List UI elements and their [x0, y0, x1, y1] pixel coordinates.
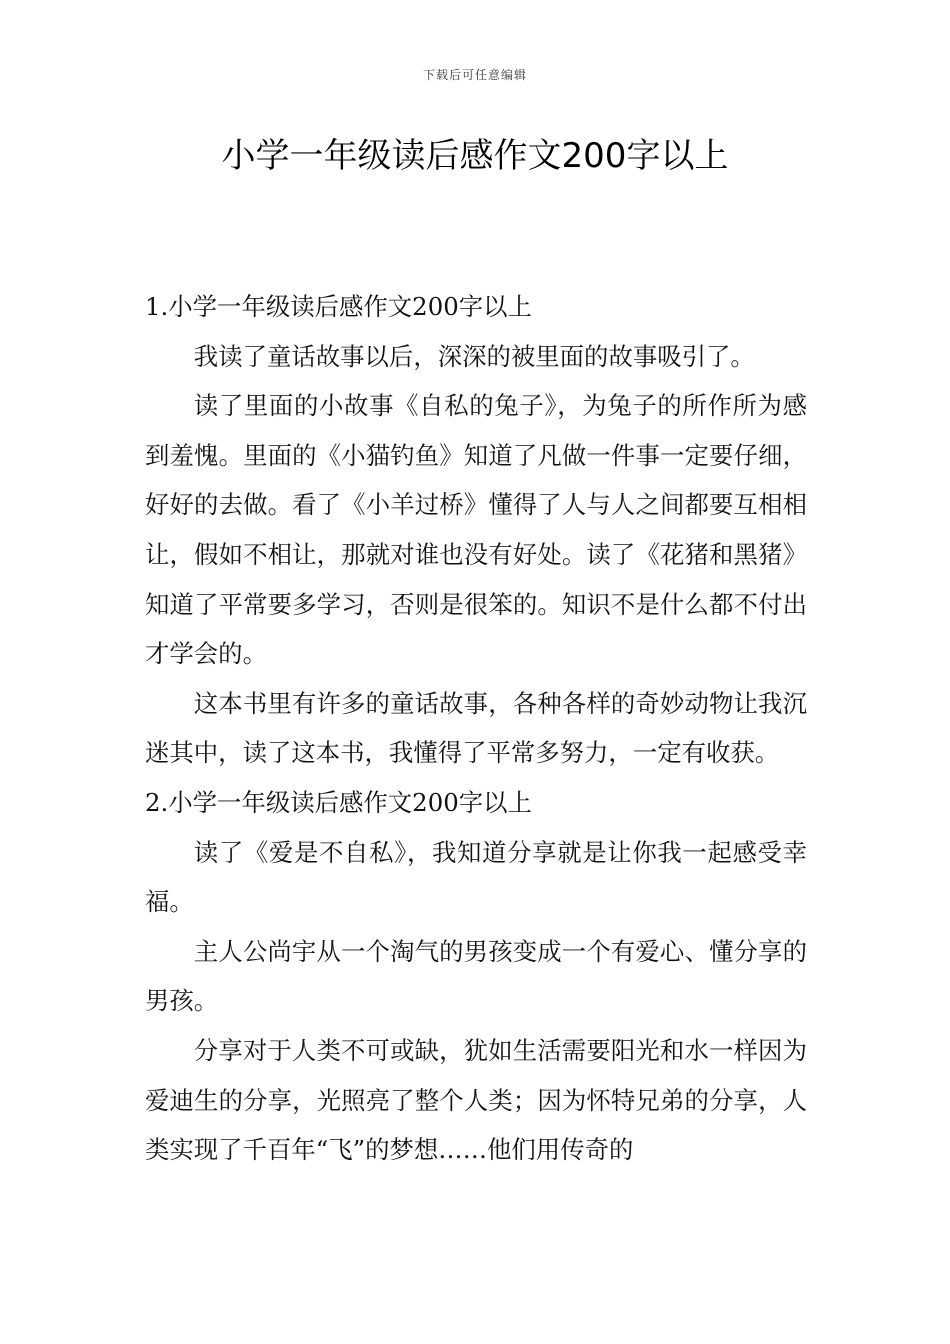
paragraph: 这本书里有许多的童话故事，各种各样的奇妙动物让我沉迷其中，读了这本书，我懂得了平常多努力，一定有收获。 — [145, 688, 807, 768]
paragraph: 读了《爱是不自私》，我知道分享就是让你我一起感受幸福。 — [145, 837, 807, 917]
document-title: 小学一年级读后感作文200字以上 — [221, 136, 729, 176]
document-body — [145, 282, 807, 1175]
paragraph: 分享对于人类不可或缺，犹如生活需要阳光和水一样因为爱迪生的分享，光照亮了整个人类；因为怀特兄弟的分享，人类实现了千百年“飞”的梦想……他们用传奇的 — [145, 1035, 807, 1165]
section-heading-1: 1.小学一年级读后感作文200字以上 — [145, 292, 532, 321]
paragraph: 我读了童话故事以后，深深的被里面的故事吸引了。 — [193, 341, 755, 371]
paragraph: 读了里面的小故事《自私的兔子》，为兔子的所作所为感到羞愧。里面的《小猫钓鱼》知道了凡做一件事一定要仔细，好好的去做。看了《小羊过桥》懂得了人与人之间都要互相相让，假如不相让，那就对谁也没有好处。读了《花猪和黑猪》知道了平常要多学习，否则是很笨的。知识不是什么都不付出才学会的。 — [145, 391, 807, 669]
section-heading-2: 2.小学一年级读后感作文200字以上 — [145, 787, 532, 817]
header-note: 下载后可任意编辑 — [422, 68, 527, 82]
paragraph: 主人公尚宇从一个淘气的男孩变成一个有爱心、懂分享的男孩。 — [145, 936, 807, 1016]
